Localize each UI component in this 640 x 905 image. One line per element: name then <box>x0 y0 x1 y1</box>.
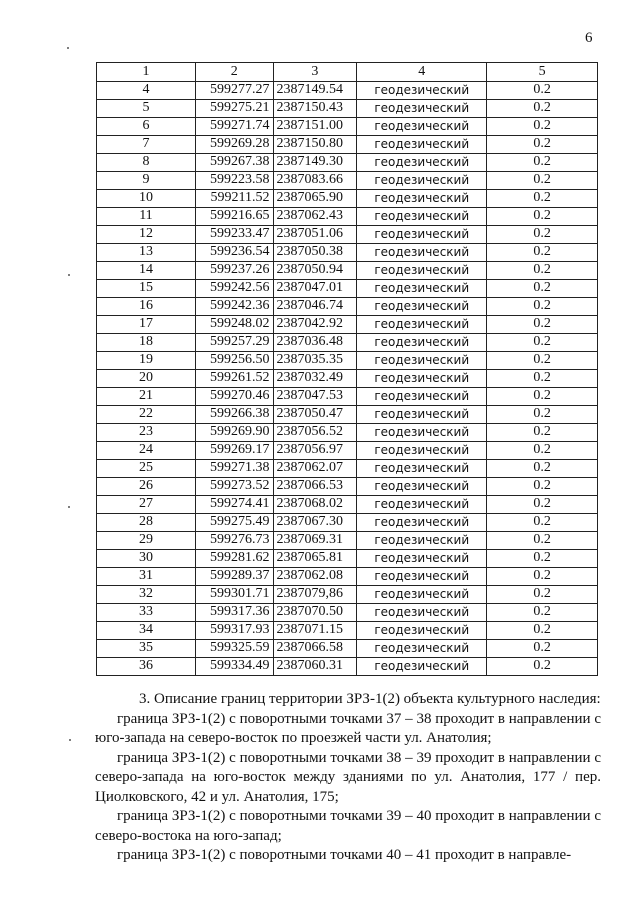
table-row <box>97 298 598 316</box>
y-coordinate-cell: 2387047.01 <box>273 280 357 298</box>
column-header: 2 <box>195 63 273 82</box>
x-coordinate-cell: 599275.21 <box>195 100 273 118</box>
point-number-cell: 5 <box>97 100 196 118</box>
accuracy-cell: 0.2 <box>487 118 598 136</box>
y-coordinate-cell: 2387071.15 <box>273 622 357 640</box>
method-cell: геодезический <box>357 370 487 388</box>
x-coordinate-cell: 599257.29 <box>195 334 273 352</box>
method-cell: геодезический <box>357 316 487 334</box>
point-number-cell: 27 <box>97 496 196 514</box>
x-coordinate-cell: 599281.62 <box>195 550 273 568</box>
y-coordinate-cell: 2387067.30 <box>273 514 357 532</box>
table-row <box>97 496 598 514</box>
point-number-cell: 19 <box>97 352 196 370</box>
y-coordinate-cell: 2387149.54 <box>273 82 357 100</box>
accuracy-cell: 0.2 <box>487 550 598 568</box>
table-row <box>97 586 598 604</box>
method-cell: геодезический <box>357 550 487 568</box>
table-row <box>97 388 598 406</box>
point-number-cell: 22 <box>97 406 196 424</box>
x-coordinate-cell: 599271.38 <box>195 460 273 478</box>
accuracy-cell: 0.2 <box>487 532 598 550</box>
column-header: 5 <box>487 63 598 82</box>
column-header: 4 <box>357 63 487 82</box>
x-coordinate-cell: 599223.58 <box>195 172 273 190</box>
x-coordinate-cell: 599273.52 <box>195 478 273 496</box>
y-coordinate-cell: 2387065.81 <box>273 550 357 568</box>
x-coordinate-cell: 599211.52 <box>195 190 273 208</box>
x-coordinate-cell: 599242.36 <box>195 298 273 316</box>
point-number-cell: 21 <box>97 388 196 406</box>
accuracy-cell: 0.2 <box>487 370 598 388</box>
column-header: 3 <box>273 63 357 82</box>
table-row <box>97 208 598 226</box>
point-number-cell: 20 <box>97 370 196 388</box>
y-coordinate-cell: 2387060.31 <box>273 658 357 676</box>
accuracy-cell: 0.2 <box>487 406 598 424</box>
y-coordinate-cell: 2387149.30 <box>273 154 357 172</box>
method-cell: геодезический <box>357 298 487 316</box>
accuracy-cell: 0.2 <box>487 352 598 370</box>
point-number-cell: 33 <box>97 604 196 622</box>
method-cell: геодезический <box>357 136 487 154</box>
accuracy-cell: 0.2 <box>487 172 598 190</box>
method-cell: геодезический <box>357 82 487 100</box>
accuracy-cell: 0.2 <box>487 604 598 622</box>
page-number: 6 <box>585 30 593 46</box>
point-number-cell: 25 <box>97 460 196 478</box>
accuracy-cell: 0.2 <box>487 460 598 478</box>
point-number-cell: 11 <box>97 208 196 226</box>
method-cell: геодезический <box>357 388 487 406</box>
y-coordinate-cell: 2387150.80 <box>273 136 357 154</box>
table-row <box>97 442 598 460</box>
y-coordinate-cell: 2387065.90 <box>273 190 357 208</box>
table-header-row <box>97 63 598 82</box>
accuracy-cell: 0.2 <box>487 586 598 604</box>
y-coordinate-cell: 2387051.06 <box>273 226 357 244</box>
y-coordinate-cell: 2387069.31 <box>273 532 357 550</box>
method-cell: геодезический <box>357 100 487 118</box>
y-coordinate-cell: 2387050.38 <box>273 244 357 262</box>
point-number-cell: 6 <box>97 118 196 136</box>
x-coordinate-cell: 599334.49 <box>195 658 273 676</box>
scan-speck <box>68 506 70 508</box>
scan-speck <box>69 739 71 741</box>
point-number-cell: 12 <box>97 226 196 244</box>
table-row <box>97 532 598 550</box>
table-row <box>97 136 598 154</box>
y-coordinate-cell: 2387066.53 <box>273 478 357 496</box>
x-coordinate-cell: 599261.52 <box>195 370 273 388</box>
x-coordinate-cell: 599275.49 <box>195 514 273 532</box>
method-cell: геодезический <box>357 406 487 424</box>
method-cell: геодезический <box>357 190 487 208</box>
table-row <box>97 118 598 136</box>
method-cell: геодезический <box>357 640 487 658</box>
point-number-cell: 26 <box>97 478 196 496</box>
y-coordinate-cell: 2387036.48 <box>273 334 357 352</box>
accuracy-cell: 0.2 <box>487 388 598 406</box>
y-coordinate-cell: 2387079,86 <box>273 586 357 604</box>
accuracy-cell: 0.2 <box>487 100 598 118</box>
accuracy-cell: 0.2 <box>487 478 598 496</box>
x-coordinate-cell: 599289.37 <box>195 568 273 586</box>
table-row <box>97 154 598 172</box>
y-coordinate-cell: 2387068.02 <box>273 496 357 514</box>
point-number-cell: 35 <box>97 640 196 658</box>
table-body <box>97 82 598 676</box>
method-cell: геодезический <box>357 244 487 262</box>
x-coordinate-cell: 599269.28 <box>195 136 273 154</box>
table-row <box>97 550 598 568</box>
point-number-cell: 10 <box>97 190 196 208</box>
x-coordinate-cell: 599277.27 <box>195 82 273 100</box>
method-cell: геодезический <box>357 568 487 586</box>
point-number-cell: 13 <box>97 244 196 262</box>
method-cell: геодезический <box>357 604 487 622</box>
x-coordinate-cell: 599276.73 <box>195 532 273 550</box>
point-number-cell: 8 <box>97 154 196 172</box>
x-coordinate-cell: 599236.54 <box>195 244 273 262</box>
table-row <box>97 640 598 658</box>
table-row <box>97 316 598 334</box>
method-cell: геодезический <box>357 334 487 352</box>
method-cell: геодезический <box>357 532 487 550</box>
x-coordinate-cell: 599267.38 <box>195 154 273 172</box>
y-coordinate-cell: 2387047.53 <box>273 388 357 406</box>
table-row <box>97 424 598 442</box>
table-row <box>97 658 598 676</box>
table-row <box>97 190 598 208</box>
table-row <box>97 478 598 496</box>
table-row <box>97 622 598 640</box>
accuracy-cell: 0.2 <box>487 622 598 640</box>
point-number-cell: 23 <box>97 424 196 442</box>
accuracy-cell: 0.2 <box>487 496 598 514</box>
table-row <box>97 172 598 190</box>
table-row <box>97 352 598 370</box>
table-row <box>97 100 598 118</box>
accuracy-cell: 0.2 <box>487 190 598 208</box>
method-cell: геодезический <box>357 352 487 370</box>
method-cell: геодезический <box>357 442 487 460</box>
point-number-cell: 7 <box>97 136 196 154</box>
x-coordinate-cell: 599233.47 <box>195 226 273 244</box>
point-number-cell: 18 <box>97 334 196 352</box>
paragraph: граница ЗРЗ-1(2) с поворотными точками 39 – 40 проходит в направлении с северо-востока на юго-запад; <box>95 808 601 844</box>
accuracy-cell: 0.2 <box>487 658 598 676</box>
x-coordinate-cell: 599317.36 <box>195 604 273 622</box>
x-coordinate-cell: 599274.41 <box>195 496 273 514</box>
accuracy-cell: 0.2 <box>487 262 598 280</box>
point-number-cell: 17 <box>97 316 196 334</box>
point-number-cell: 15 <box>97 280 196 298</box>
coordinates-table <box>96 62 598 676</box>
y-coordinate-cell: 2387050.47 <box>273 406 357 424</box>
point-number-cell: 24 <box>97 442 196 460</box>
method-cell: геодезический <box>357 118 487 136</box>
y-coordinate-cell: 2387066.58 <box>273 640 357 658</box>
y-coordinate-cell: 2387083.66 <box>273 172 357 190</box>
point-number-cell: 32 <box>97 586 196 604</box>
paragraph: граница ЗРЗ-1(2) с поворотными точками 38 – 39 проходит в направлении с северо-запада на юго-восток между зданиями по ул. Анатолия, 177 / пер. Циолковского, 42 и ул. Анатолия, 175; <box>95 749 601 805</box>
point-number-cell: 31 <box>97 568 196 586</box>
y-coordinate-cell: 2387151.00 <box>273 118 357 136</box>
accuracy-cell: 0.2 <box>487 244 598 262</box>
accuracy-cell: 0.2 <box>487 154 598 172</box>
accuracy-cell: 0.2 <box>487 208 598 226</box>
x-coordinate-cell: 599237.26 <box>195 262 273 280</box>
y-coordinate-cell: 2387032.49 <box>273 370 357 388</box>
x-coordinate-cell: 599256.50 <box>195 352 273 370</box>
y-coordinate-cell: 2387042.92 <box>273 316 357 334</box>
method-cell: геодезический <box>357 154 487 172</box>
x-coordinate-cell: 599270.46 <box>195 388 273 406</box>
y-coordinate-cell: 2387062.08 <box>273 568 357 586</box>
scan-speck <box>68 274 70 276</box>
accuracy-cell: 0.2 <box>487 568 598 586</box>
point-number-cell: 16 <box>97 298 196 316</box>
method-cell: геодезический <box>357 172 487 190</box>
column-header: 1 <box>97 63 196 82</box>
accuracy-cell: 0.2 <box>487 316 598 334</box>
scan-speck <box>67 47 69 49</box>
paragraph: граница ЗРЗ-1(2) с поворотными точками 37 – 38 проходит в направлении с юго-запада на северо-восток по проезжей части ул. Анатолия; <box>95 710 601 746</box>
accuracy-cell: 0.2 <box>487 136 598 154</box>
table-row <box>97 514 598 532</box>
x-coordinate-cell: 599301.71 <box>195 586 273 604</box>
y-coordinate-cell: 2387062.07 <box>273 460 357 478</box>
x-coordinate-cell: 599248.02 <box>195 316 273 334</box>
x-coordinate-cell: 599242.56 <box>195 280 273 298</box>
y-coordinate-cell: 2387056.97 <box>273 442 357 460</box>
x-coordinate-cell: 599216.65 <box>195 208 273 226</box>
accuracy-cell: 0.2 <box>487 514 598 532</box>
method-cell: геодезический <box>357 262 487 280</box>
accuracy-cell: 0.2 <box>487 334 598 352</box>
method-cell: геодезический <box>357 208 487 226</box>
table-row <box>97 280 598 298</box>
method-cell: геодезический <box>357 658 487 676</box>
y-coordinate-cell: 2387035.35 <box>273 352 357 370</box>
method-cell: геодезический <box>357 280 487 298</box>
section-heading: 3. Описание границ территории ЗРЗ-1(2) объекта культурного наследия: <box>139 691 601 707</box>
y-coordinate-cell: 2387050.94 <box>273 262 357 280</box>
table-row <box>97 568 598 586</box>
method-cell: геодезический <box>357 226 487 244</box>
paragraph: граница ЗРЗ-1(2) с поворотными точками 40 – 41 проходит в направле- <box>117 847 572 863</box>
method-cell: геодезический <box>357 460 487 478</box>
x-coordinate-cell: 599266.38 <box>195 406 273 424</box>
y-coordinate-cell: 2387070.50 <box>273 604 357 622</box>
method-cell: геодезический <box>357 496 487 514</box>
x-coordinate-cell: 599269.90 <box>195 424 273 442</box>
x-coordinate-cell: 599271.74 <box>195 118 273 136</box>
accuracy-cell: 0.2 <box>487 424 598 442</box>
table-row <box>97 262 598 280</box>
accuracy-cell: 0.2 <box>487 298 598 316</box>
accuracy-cell: 0.2 <box>487 280 598 298</box>
table-row <box>97 334 598 352</box>
y-coordinate-cell: 2387062.43 <box>273 208 357 226</box>
point-number-cell: 9 <box>97 172 196 190</box>
table-row <box>97 604 598 622</box>
point-number-cell: 30 <box>97 550 196 568</box>
y-coordinate-cell: 2387150.43 <box>273 100 357 118</box>
point-number-cell: 14 <box>97 262 196 280</box>
y-coordinate-cell: 2387056.52 <box>273 424 357 442</box>
method-cell: геодезический <box>357 622 487 640</box>
method-cell: геодезический <box>357 478 487 496</box>
accuracy-cell: 0.2 <box>487 442 598 460</box>
table-row <box>97 370 598 388</box>
x-coordinate-cell: 599325.59 <box>195 640 273 658</box>
accuracy-cell: 0.2 <box>487 640 598 658</box>
accuracy-cell: 0.2 <box>487 82 598 100</box>
table-row <box>97 406 598 424</box>
y-coordinate-cell: 2387046.74 <box>273 298 357 316</box>
x-coordinate-cell: 599317.93 <box>195 622 273 640</box>
table-row <box>97 82 598 100</box>
point-number-cell: 36 <box>97 658 196 676</box>
table-row <box>97 226 598 244</box>
x-coordinate-cell: 599269.17 <box>195 442 273 460</box>
point-number-cell: 29 <box>97 532 196 550</box>
table-row <box>97 460 598 478</box>
boundary-description <box>95 690 601 866</box>
point-number-cell: 4 <box>97 82 196 100</box>
point-number-cell: 34 <box>97 622 196 640</box>
accuracy-cell: 0.2 <box>487 226 598 244</box>
method-cell: геодезический <box>357 586 487 604</box>
method-cell: геодезический <box>357 514 487 532</box>
table-row <box>97 244 598 262</box>
point-number-cell: 28 <box>97 514 196 532</box>
method-cell: геодезический <box>357 424 487 442</box>
